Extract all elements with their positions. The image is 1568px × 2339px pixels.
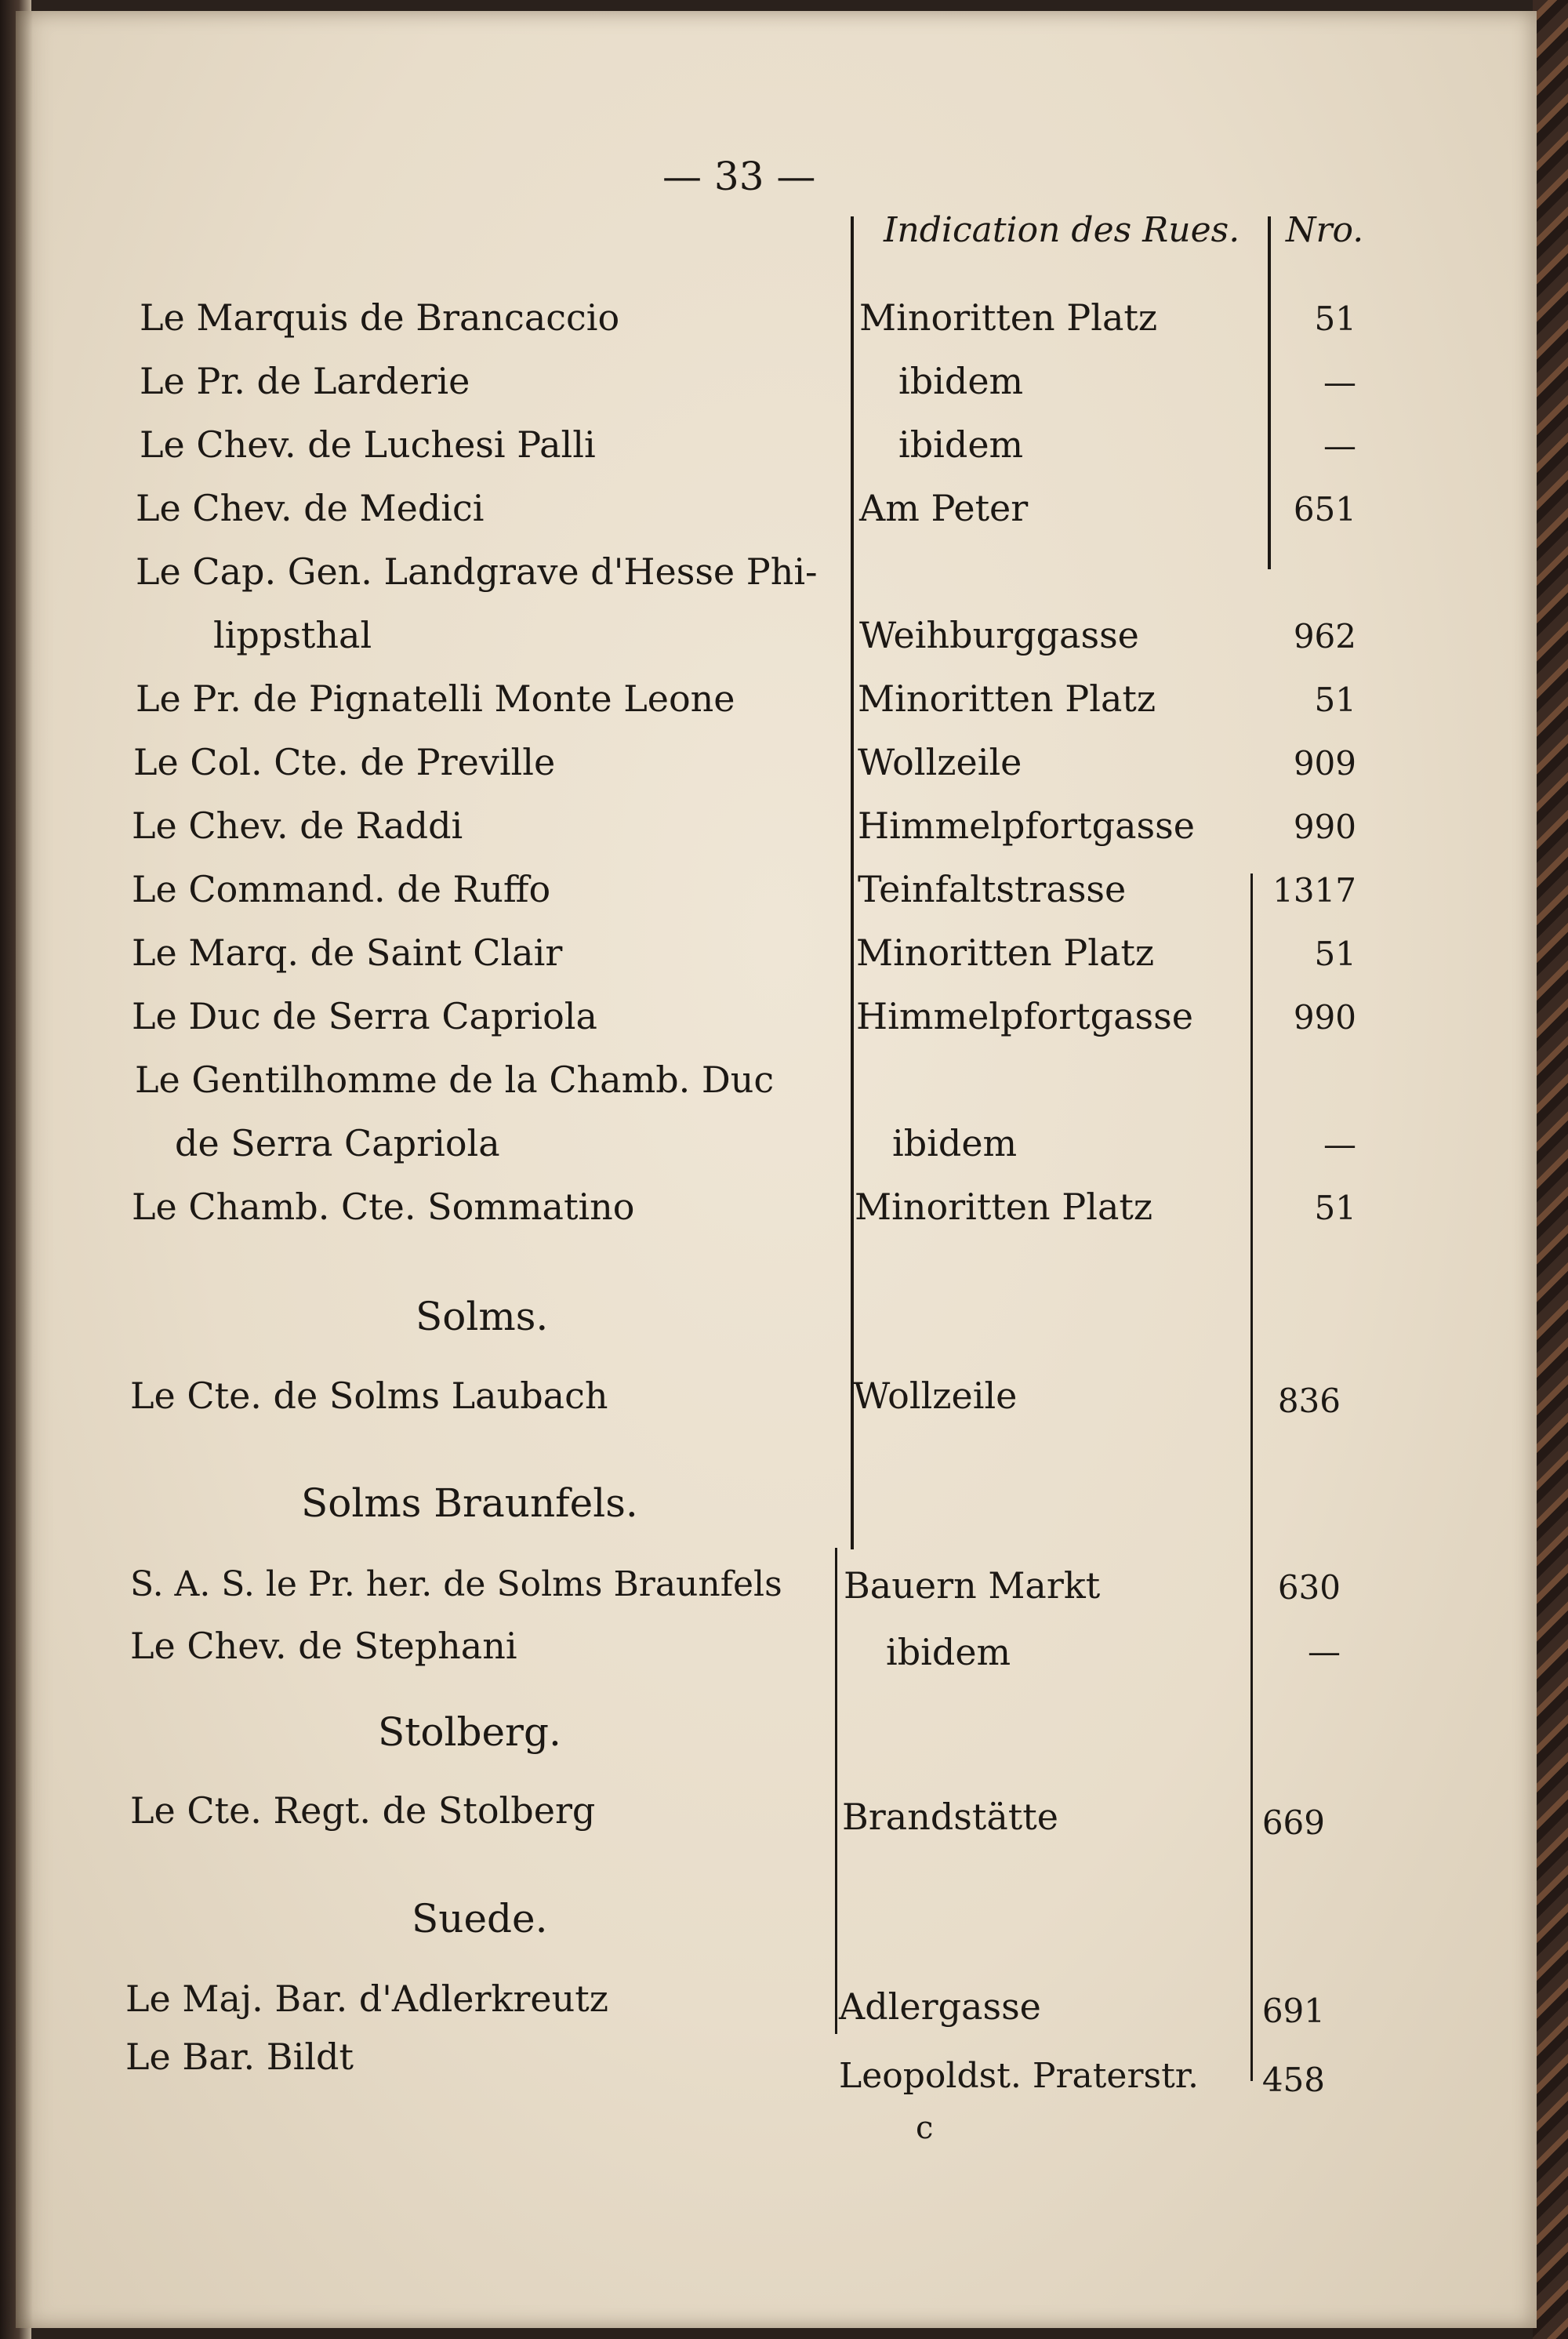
name-cell: de Serra Capriola [175,1122,500,1164]
name-cell: Le Marquis de Brancaccio [140,296,620,339]
number-cell: 51 [1314,681,1356,719]
street-cell: Minoritten Platz [856,932,1155,974]
name-cell: Le Command. de Ruffo [132,868,551,910]
street-cell: Weihburggasse [859,614,1139,656]
street-cell: Himmelpfortgasse [858,804,1195,847]
name-cell: Le Chev. de Luchesi Palli [140,423,596,466]
street-cell: Teinfaltstrasse [858,868,1127,910]
signature-mark: c [916,2110,934,2146]
number-cell: 990 [1293,998,1356,1037]
number-cell: 51 [1314,935,1356,973]
name-cell: S. A. S. le Pr. her. de Solms Braunfels [130,1564,782,1604]
street-cell: Wollzeile [858,741,1022,783]
name-cell: Le Pr. de Pignatelli Monte Leone [136,677,735,720]
number-cell: 1317 [1272,871,1356,910]
number-cell: 51 [1314,300,1356,338]
name-cell: Le Bar. Bildt [125,2036,354,2078]
column-header-number: Nro. [1286,210,1364,250]
number-cell: — [1323,1125,1356,1164]
street-cell: ibidem [898,360,1024,402]
number-cell: 51 [1314,1189,1356,1227]
name-cell: Le Cte. Regt. de Stolberg [130,1789,596,1832]
section-heading: Suede. [412,1896,548,1941]
name-cell: Le Col. Cte. de Preville [133,741,556,783]
name-cell: Le Gentilhomme de la Chamb. Duc [135,1059,775,1101]
name-cell: Le Duc de Serra Capriola [132,995,597,1037]
street-cell: Bauern Markt [844,1564,1101,1607]
street-cell: Brandstätte [842,1796,1058,1838]
number-cell: 669 [1261,1803,1325,1842]
street-cell: Am Peter [859,487,1029,529]
street-cell: Minoritten Platz [855,1186,1153,1228]
street-cell: Minoritten Platz [859,296,1158,339]
name-cell: Le Chev. de Raddi [132,804,463,847]
number-cell: 651 [1293,490,1356,528]
number-cell: 909 [1293,744,1356,783]
column-rule-left [851,216,854,1549]
number-cell: 691 [1261,1992,1325,2030]
street-cell: Wollzeile [853,1375,1018,1417]
name-cell: Le Maj. Bar. d'Adlerkreutz [125,1978,608,2020]
street-cell: Adlergasse [839,1985,1041,2028]
name-cell: Le Chev. de Medici [136,487,485,529]
number-cell: — [1308,1633,1341,1671]
column-rule-right-lower [1250,873,1253,2081]
number-cell: 630 [1277,1568,1341,1607]
street-cell: ibidem [892,1122,1018,1164]
name-cell: Le Cap. Gen. Landgrave d'Hesse Phi- [136,550,818,593]
section-heading: Stolberg. [378,1709,561,1755]
street-cell: ibidem [886,1631,1011,1673]
street-cell: Minoritten Platz [858,677,1156,720]
name-cell: Le Marq. de Saint Clair [132,932,563,974]
street-cell: Leopoldst. Praterstr. [839,2056,1199,2096]
column-header-street: Indication des Rues. [884,210,1240,250]
street-cell: ibidem [898,423,1024,466]
column-rule-left-lower [835,1548,837,2034]
page-gutter [16,11,33,2328]
number-cell: 458 [1261,2061,1325,2099]
number-cell: — [1323,427,1356,465]
name-cell: Le Pr. de Larderie [140,360,470,402]
number-cell: — [1323,363,1356,401]
name-cell: Le Chev. de Stephani [130,1625,517,1667]
section-heading: Solms Braunfels. [301,1480,638,1526]
number-cell: 962 [1293,617,1356,656]
book-marbled-edge [1533,0,1568,2339]
number-cell: 990 [1293,808,1356,846]
name-cell: lippsthal [213,614,372,656]
name-cell: Le Cte. de Solms Laubach [130,1375,608,1417]
number-cell: 836 [1277,1382,1341,1420]
book-page [16,11,1537,2328]
name-cell: Le Chamb. Cte. Sommatino [132,1186,635,1228]
page-number: — 33 — [662,154,816,199]
section-heading: Solms. [416,1294,549,1339]
street-cell: Himmelpfortgasse [856,995,1193,1037]
